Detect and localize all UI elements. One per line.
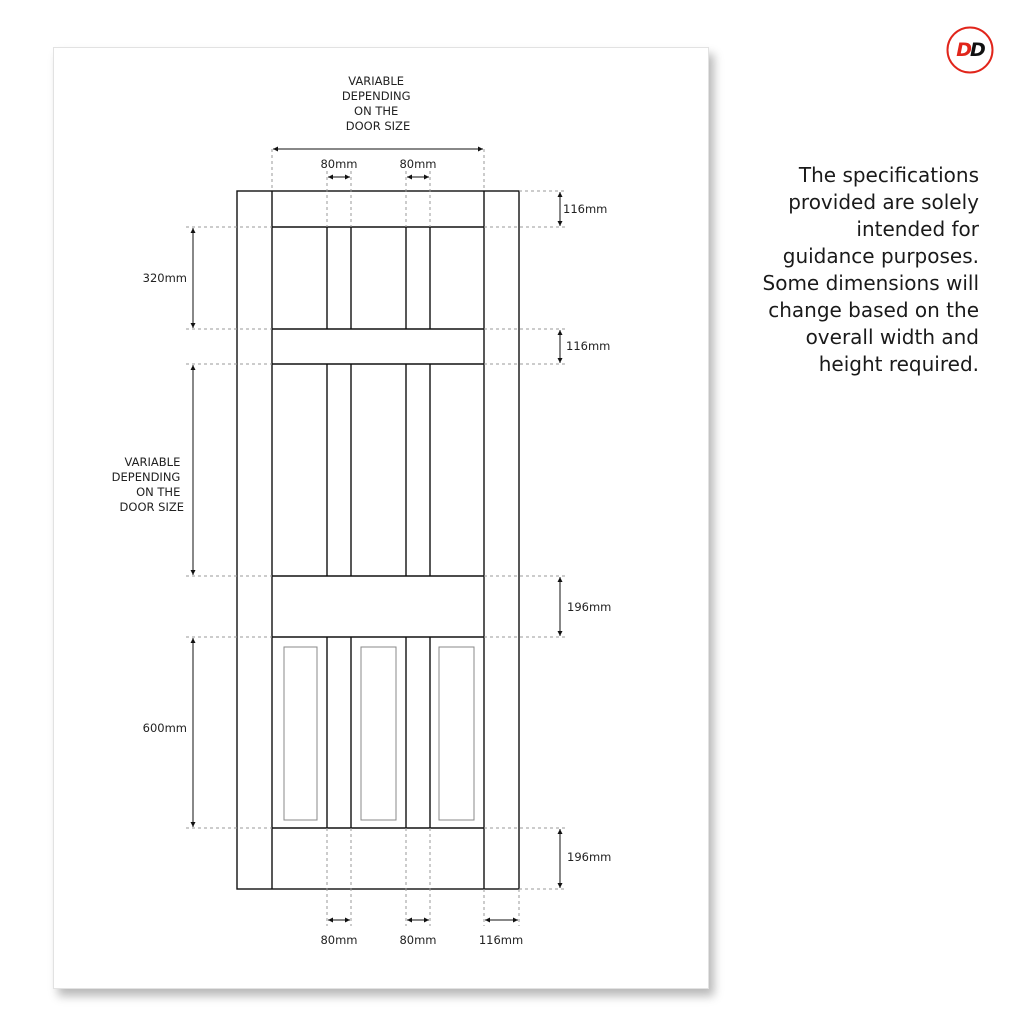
mid-height-line-1: VARIABLE [124, 455, 181, 469]
intermediate-rail-label: 116mm [566, 339, 611, 353]
bottom-rail-label: 196mm [567, 850, 612, 864]
lock-rail-label: 196mm [567, 600, 612, 614]
mid-height-line-2: DEPENDING [111, 470, 181, 484]
top-width-line-2: DEPENDING [341, 89, 411, 103]
door-outline [237, 191, 519, 889]
specification-notice: The specifications provided are solely intended for guidance purposes. Some dimensions will change based on the overall width and height required. [762, 163, 979, 376]
lower-panel-center [361, 647, 396, 820]
door-diagram [54, 48, 708, 988]
mid-height-line-3: ON THE [136, 485, 181, 499]
logo-lettering [946, 26, 994, 74]
drawing-sheet [53, 47, 709, 989]
top-mullion-left-label: 80mm [320, 157, 358, 171]
top-width-line-4: DOOR SIZE [345, 119, 411, 133]
lower-panel-label: 600mm [142, 721, 187, 735]
top-mullion-right-label: 80mm [399, 157, 437, 171]
lower-panel-right [439, 647, 474, 820]
mid-height-label [112, 455, 184, 514]
stile-width-label: 116mm [478, 933, 524, 947]
top-width-line-1: VARIABLE [348, 74, 405, 88]
door-frame [237, 191, 519, 889]
upper-panel-label: 320mm [142, 271, 187, 285]
top-width-label [342, 74, 414, 133]
lower-panels [284, 647, 474, 820]
top-rail-label: 116mm [563, 202, 608, 216]
bottom-mullion-left-label: 80mm [320, 933, 358, 947]
logo-letter-red: D [956, 39, 970, 61]
mid-height-line-4: DOOR SIZE [119, 500, 184, 514]
bottom-mullion-right-label: 80mm [399, 933, 437, 947]
logo-letter-dark: D [970, 39, 984, 61]
dimension-arrows [193, 149, 560, 920]
top-width-line-3: ON THE [354, 104, 399, 118]
guide-lines [186, 149, 566, 926]
lower-panel-left [284, 647, 317, 820]
